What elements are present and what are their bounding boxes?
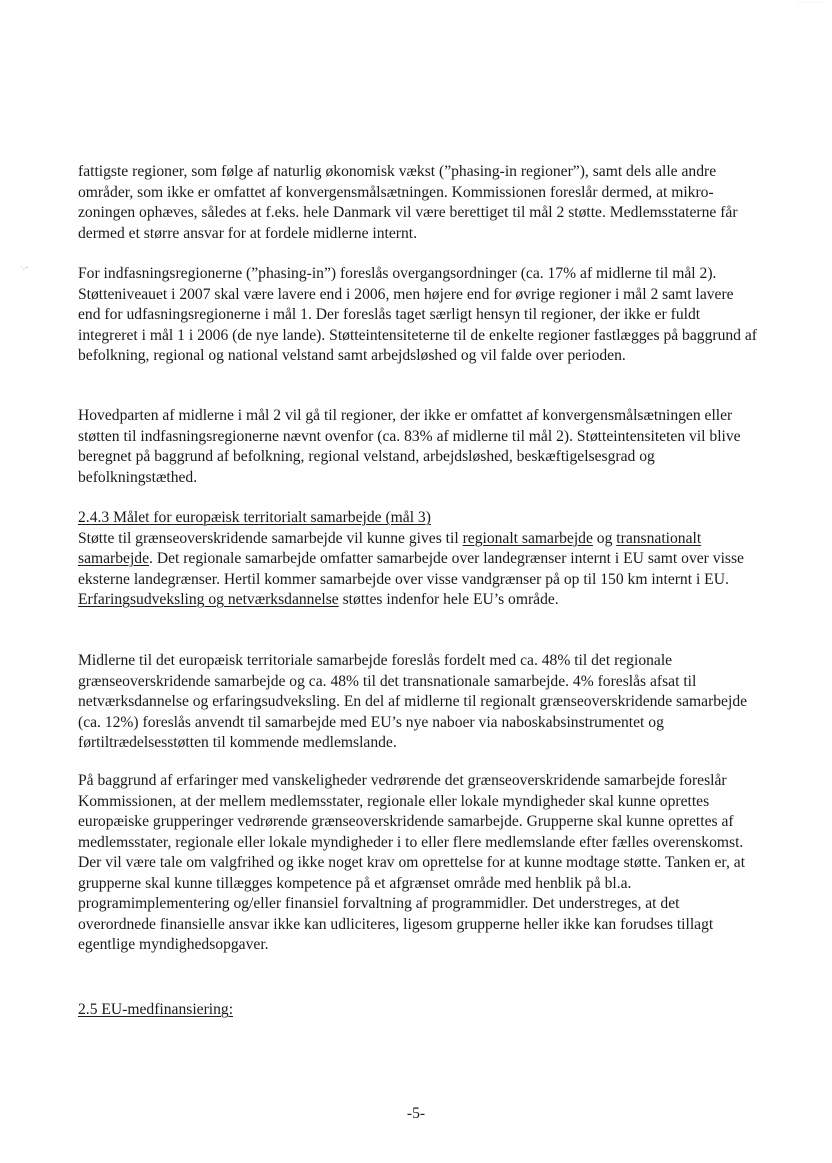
paragraph-text: For indfasningsregionerne (”phasing-in”) foreslås overgangsordninger (ca. 17% af midlerne til mål 2). Støtteniveauet i 2007 skal være lavere end i 2006, men højere end for øvrige regioner i mål 2 samt lavere end for udfasningsregionerne i mål 1. Der foreslås taget særligt hensyn til regioner, der ikke er fuldt integreret i mål 1 i 2006 (de nye lande). Støtteintensiteterne til de enkelte regioner fastlægges på baggrund af befolkning, regional og national velstand samt arbejdsløshed og vil falde over perioden. bbox=[78, 265, 757, 364]
paragraph-text: Midlerne til det europæisk territoriale samarbejde foreslås fordelt med ca. 48% til det regionale grænseoverskridende samarbejde og ca. 48% til det transnationale samarbejde. 4% foreslås afsat til netværksdannelse og erfaringsudveksling. En del af midlerne til regionalt grænseoverskridende samarbejde (ca. 12%) foreslås anvendt til samarbejde med EU’s nye naboer via naboskabsinstrumentet og førtiltrædelsesstøtten til kommende medlemslande. bbox=[78, 652, 748, 751]
paragraph bbox=[78, 406, 758, 488]
text-run: Støtte til grænseoverskridende samarbejde vil kunne gives til bbox=[78, 529, 463, 547]
paragraph-text: På baggrund af erfaringer med vanskeligheder vedrørende det grænseoverskridende samarbejde foreslår Kommissionen, at der mellem medlemsstater, regionale eller lokale myndigheder skal kunne oprettes europæiske grupperinger vedrørende grænseoverskridende samarbejde. Grupperne skal kunne oprettes af medlemsstater, regionale eller lokale myndigheder i to eller flere medlemslande efter fælles overenskomst. Der vil være tale om valgfrihed og ikke noget krav om oprettelse for at kunne modtage støtte. Tanken er, at grupperne skal kunne tillægges kompetence på et afgrænset område med henblik på bl.a. programimplementering og/eller finansiel forvaltning af programmidler. Det understreges, at det overordnede finansielle ansvar ikke kan udliciteres, ligesom grupperne heller ikke kan forudses tillagt egentlige myndighedsopgaver. bbox=[78, 772, 746, 953]
text-run: . Det regionale samarbejde omfatter samarbejde over landegrænser internt i EU samt over visse eksterne landegrænser. Hertil kommer samarbejde over visse vandgrænser på op til 150 km internt i EU. bbox=[78, 550, 744, 588]
scan-artifact: ˙·ˉ bbox=[20, 265, 28, 274]
paragraph-text: Hovedparten af midlerne i mål 2 vil gå til regioner, der ikke er omfattet af konvergensmålsætningen eller støtten til indfasningsregionerne nævnt ovenfor (ca. 83% af midlerne til mål 2). Støtteintensiteten vil blive beregnet på baggrund af befolkning, regional velstand, arbejdsløshed, beskæftigelsesgrad og befolkningstæthed. bbox=[78, 407, 741, 486]
paragraph bbox=[78, 771, 758, 956]
paragraph bbox=[78, 651, 758, 754]
underlined-term: regionalt samarbejde bbox=[462, 529, 593, 547]
underlined-term: Erfaringsudveksling og netværksdannelse bbox=[78, 591, 339, 608]
section-2-4-3 bbox=[78, 508, 758, 611]
text-run: og bbox=[592, 529, 617, 547]
page-number: -5- bbox=[406, 1105, 426, 1122]
scan-artifact: ······· bbox=[798, 0, 826, 6]
underlined-term: transnationalt samarbejde bbox=[78, 529, 702, 567]
section-heading: 2.5 EU-medfinansiering: bbox=[78, 1001, 234, 1018]
section-2-5 bbox=[78, 1000, 758, 1021]
text-run: støttes indenfor hele EU’s område. bbox=[338, 591, 559, 608]
paragraph-text bbox=[78, 529, 758, 611]
paragraph bbox=[78, 162, 758, 244]
section-heading: 2.4.3 Målet for europæisk territorialt samarbejde (mål 3) bbox=[78, 509, 431, 526]
paragraph-text: fattigste regioner, som følge af naturlig økonomisk vækst (”phasing-in regioner”), samt dels alle andre områder, som ikke er omfattet af konvergensmålsætningen. Kommissionen foreslår dermed, at mikro-zoningen ophæves, således at f.eks. hele Danmark vil være berettiget til mål 2 støtte. Medlemsstaterne får dermed et større ansvar for at fordele midlerne internt. bbox=[78, 163, 738, 242]
paragraph bbox=[78, 264, 758, 367]
